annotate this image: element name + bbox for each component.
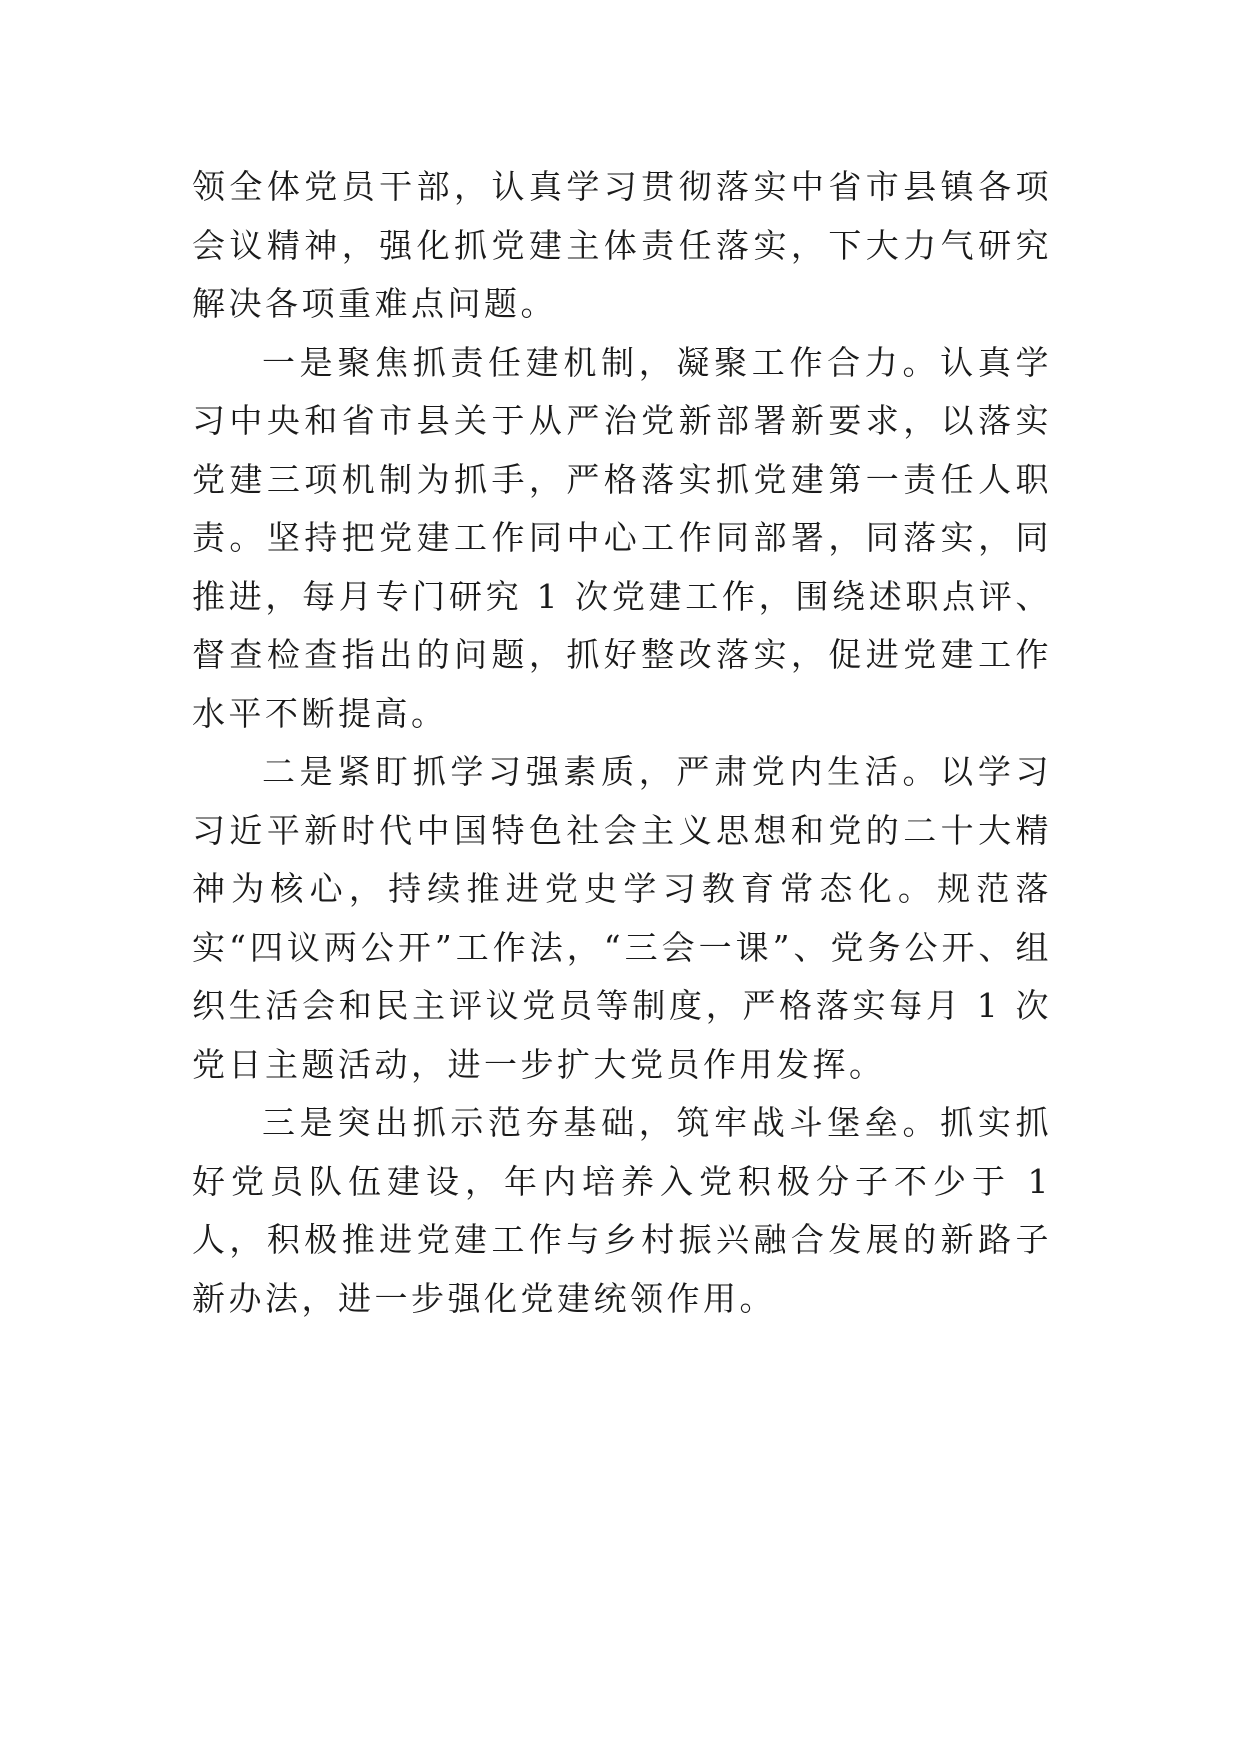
paragraph-item-one: 一是聚焦抓责任建机制，凝聚工作合力。认真学习中央和省市县关于从严治党新部署新要求，以落实党建三项机制为抓手，严格落实抓党建第一责任人职责。坚持把党建工作同中心工作同部署，同落实，同推进，每月专门研究 1 次党建工作，围绕述职点评、督查检查指出的问题，抓好整改落实，促进党建工作水平不断提高。 <box>192 342 1052 733</box>
paragraph-continuation: 领全体党员干部，认真学习贯彻落实中省市县镇各项会议精神，强化抓党建主体责任落实，下大力气研究解决各项重难点问题。 <box>192 167 1052 323</box>
paragraph-item-two: 二是紧盯抓学习强素质，严肃党内生活。以学习习近平新时代中国特色社会主义思想和党的二十大精神为核心，持续推进党史学习教育常态化。规范落实“四议两公开”工作法，“三会一课”、党务公开、组织生活会和民主评议党员等制度，严格落实每月 1 次党日主题活动，进一步扩大党员作用发挥。 <box>192 752 1052 1084</box>
paragraph-item-three: 三是突出抓示范夯基础，筑牢战斗堡垒。抓实抓好党员队伍建设，年内培养入党积极分子不少于 1 人，积极推进党建工作与乡村振兴融合发展的新路子新办法，进一步强化党建统领作用。 <box>192 1103 1052 1318</box>
document-body <box>192 158 1052 1328</box>
